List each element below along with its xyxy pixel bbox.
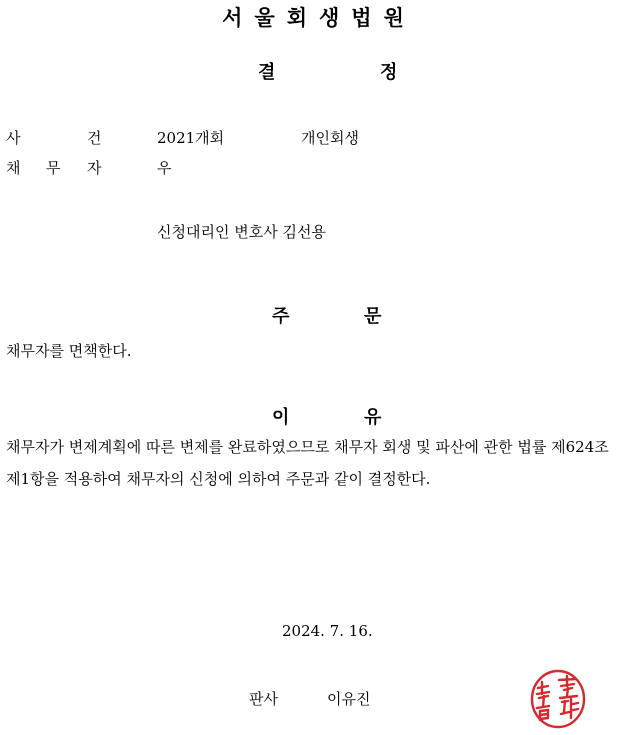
representative: 신청대리인 변호사 김선용 xyxy=(157,223,326,241)
debtor-name: 우 xyxy=(157,159,172,177)
order-text: 채무자를 면책한다. xyxy=(6,342,132,360)
case-label-2: 건 xyxy=(87,129,102,147)
order-heading-left: 주 xyxy=(272,306,290,327)
doc-title-right: 정 xyxy=(380,62,398,83)
reason-heading-left: 이 xyxy=(272,407,290,428)
reason-heading-right: 유 xyxy=(364,407,382,428)
judge-title: 판사 xyxy=(249,690,278,708)
court-name: 서울회생법원 xyxy=(222,5,416,30)
debtor-label-2: 무 xyxy=(46,159,61,177)
case-type: 개인회생 xyxy=(301,129,359,147)
decision-date: 2024. 7. 16. xyxy=(282,622,373,640)
case-label-1: 사 xyxy=(6,129,21,147)
debtor-label-3: 자 xyxy=(87,159,102,177)
debtor-label-1: 채 xyxy=(6,159,21,177)
reason-text: 채무자가 변제계획에 따른 변제를 완료하였으므로 채무자 회생 및 파산에 관한 법률 제624조 제1항을 적용하여 채무자의 신청에 의하여 주문과 같이 결정한다. xyxy=(6,438,609,488)
judge-name: 이유진 xyxy=(327,690,371,708)
order-heading-right: 문 xyxy=(364,306,382,327)
judge-seal-icon xyxy=(528,668,588,730)
doc-title-left: 결 xyxy=(258,62,276,83)
case-number: 2021개회 xyxy=(157,129,225,147)
